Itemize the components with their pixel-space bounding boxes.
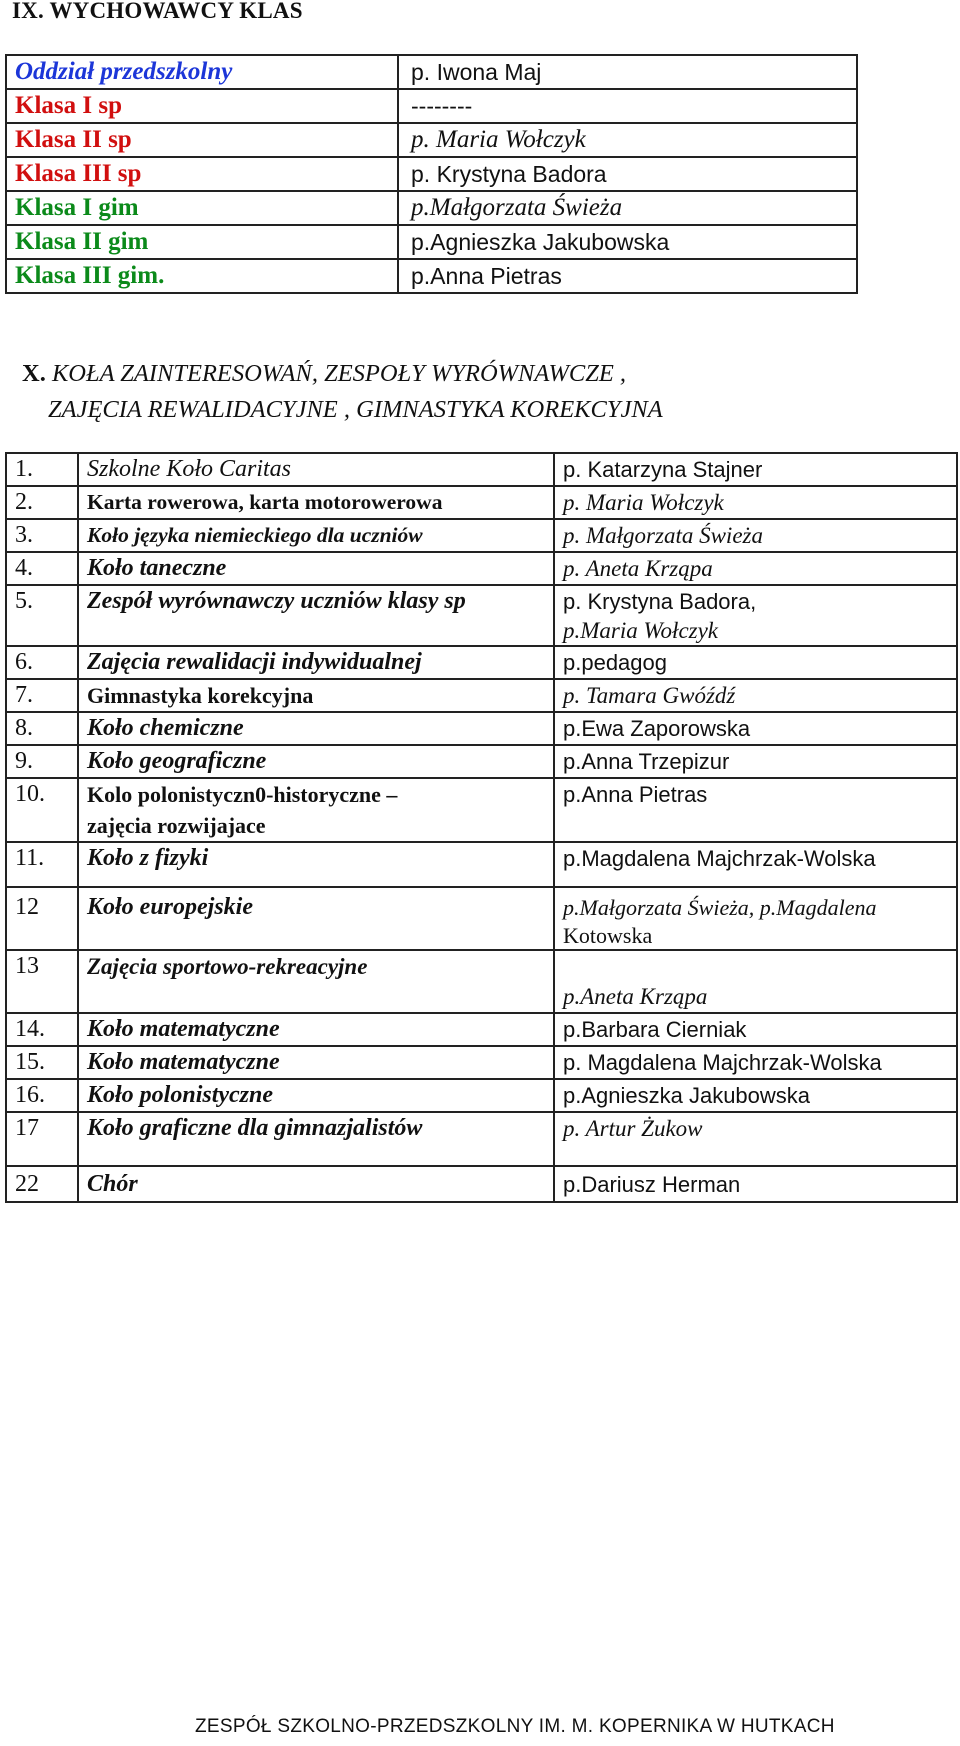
activity-teacher: p.Magdalena Majchrzak-Wolska <box>554 842 957 887</box>
activity-teacher <box>554 585 957 646</box>
activity-title: Zajęcia rewalidacji indywidualnej <box>78 646 554 679</box>
teacher-name: p.Agnieszka Jakubowska <box>398 225 857 259</box>
class-name: Klasa I sp <box>6 89 398 123</box>
teacher-line: p. Krystyna Badora, <box>563 589 757 614</box>
activity-teacher: p.Aneta Krząpa <box>554 950 957 1013</box>
row-number: 11. <box>6 842 78 887</box>
row-number: 6. <box>6 646 78 679</box>
row-number: 5. <box>6 585 78 646</box>
class-name: Klasa III sp <box>6 157 398 191</box>
activity-title: Koło polonistyczne <box>78 1079 554 1112</box>
activity-title: Koło matematyczne <box>78 1046 554 1079</box>
row-number: 22 <box>6 1166 78 1202</box>
row-number: 8. <box>6 712 78 745</box>
activity-teacher: p.Anna Pietras <box>554 778 957 842</box>
row-number: 9. <box>6 745 78 778</box>
table-row <box>6 486 957 519</box>
table-row <box>6 950 957 1013</box>
activity-teacher: p.Anna Trzepizur <box>554 745 957 778</box>
table-row <box>6 259 857 293</box>
section-x-heading-line1: KOŁA ZAINTERESOWAŃ, ZESPOŁY WYRÓWNAWCZE , <box>45 360 627 387</box>
row-number: 17 <box>6 1112 78 1166</box>
activity-title-line: Kolo polonistyczn0-historyczne – <box>87 782 398 807</box>
activity-title: Gimnastyka korekcyjna <box>78 679 554 712</box>
teacher-name: p. Krystyna Badora <box>398 157 857 191</box>
activities-table <box>5 452 958 1203</box>
teacher-line: Kotowska <box>563 923 653 948</box>
teacher-name: p. Maria Wołczyk <box>398 123 857 157</box>
activity-teacher: p.Barbara Cierniak <box>554 1013 957 1046</box>
table-row <box>6 55 857 89</box>
table-row <box>6 552 957 585</box>
table-row <box>6 745 957 778</box>
table-row <box>6 453 957 486</box>
activity-title: Koło taneczne <box>78 552 554 585</box>
table-row <box>6 519 957 552</box>
section-x-heading-line2: ZAJĘCIA REWALIDACYJNE , GIMNASTYKA KOREKCYJNA <box>48 396 663 423</box>
section-x-heading <box>22 356 663 428</box>
activity-teacher: p.Dariusz Herman <box>554 1166 957 1202</box>
row-number: 16. <box>6 1079 78 1112</box>
teacher-name: -------- <box>398 89 857 123</box>
teacher-line: p.Małgorzata Świeża, p.Magdalena <box>563 895 877 920</box>
table-row <box>6 225 857 259</box>
activity-title: Karta rowerowa, karta motorowerowa <box>78 486 554 519</box>
teacher-name: p. Iwona Maj <box>398 55 857 89</box>
row-number: 1. <box>6 453 78 486</box>
activity-teacher: p. Tamara Gwóźdź <box>554 679 957 712</box>
table-row <box>6 1013 957 1046</box>
activity-teacher: p. Magdalena Majchrzak-Wolska <box>554 1046 957 1079</box>
activity-title: Koło matematyczne <box>78 1013 554 1046</box>
footer-school-name: ZESPÓŁ SZKOLNO-PRZEDSZKOLNY IM. M. KOPERNIKA W HUTKACH <box>195 1716 835 1737</box>
activity-title: Koło języka niemieckiego dla uczniów <box>78 519 554 552</box>
activity-title: Chór <box>78 1166 554 1202</box>
row-number: 3. <box>6 519 78 552</box>
row-number: 14. <box>6 1013 78 1046</box>
table-row <box>6 585 957 646</box>
activity-title: Koło z fizyki <box>78 842 554 887</box>
table-row <box>6 887 957 950</box>
table-row <box>6 191 857 225</box>
row-number: 7. <box>6 679 78 712</box>
activity-teacher: p. Małgorzata Świeża <box>554 519 957 552</box>
table-row <box>6 679 957 712</box>
activity-teacher: p.pedagog <box>554 646 957 679</box>
table-row <box>6 157 857 191</box>
section-x-number: X. <box>22 360 46 387</box>
activity-teacher: p. Aneta Krząpa <box>554 552 957 585</box>
class-teachers-table <box>5 54 858 294</box>
class-name: Klasa I gim <box>6 191 398 225</box>
table-row <box>6 1166 957 1202</box>
class-name: Klasa II sp <box>6 123 398 157</box>
table-row <box>6 123 857 157</box>
teacher-line: p.Maria Wołczyk <box>563 618 719 643</box>
row-number: 2. <box>6 486 78 519</box>
activity-teacher: p.Ewa Zaporowska <box>554 712 957 745</box>
row-number: 13 <box>6 950 78 1013</box>
activity-title: Szkolne Koło Caritas <box>78 453 554 486</box>
row-number: 12 <box>6 887 78 950</box>
row-number: 4. <box>6 552 78 585</box>
activity-title: Koło europejskie <box>78 887 554 950</box>
table-row <box>6 646 957 679</box>
activity-teacher: p. Artur Żukow <box>554 1112 957 1166</box>
row-number: 10. <box>6 778 78 842</box>
table-row <box>6 712 957 745</box>
table-row <box>6 89 857 123</box>
class-name: Oddział przedszkolny <box>6 55 398 89</box>
activity-title <box>78 778 554 842</box>
activity-title: Koło graficzne dla gimnazjalistów <box>78 1112 554 1166</box>
class-name: Klasa III gim. <box>6 259 398 293</box>
table-row <box>6 1046 957 1079</box>
activity-title: Koło geograficzne <box>78 745 554 778</box>
activity-title: Zespół wyrównawczy uczniów klasy sp <box>78 585 554 646</box>
teacher-name: p.Anna Pietras <box>398 259 857 293</box>
activity-teacher: p.Agnieszka Jakubowska <box>554 1079 957 1112</box>
class-name: Klasa II gim <box>6 225 398 259</box>
activity-title: Koło chemiczne <box>78 712 554 745</box>
activity-title-line: zajęcia rozwijajace <box>87 813 266 838</box>
table-row <box>6 842 957 887</box>
activity-title: Zajęcia sportowo-rekreacyjne <box>78 950 554 1013</box>
activity-teacher: p. Katarzyna Stajner <box>554 453 957 486</box>
table-row <box>6 1112 957 1166</box>
activity-teacher <box>554 887 957 950</box>
section-ix-heading: IX. WYCHOWAWCY KLAS <box>12 0 303 23</box>
table-row <box>6 778 957 842</box>
activity-teacher: p. Maria Wołczyk <box>554 486 957 519</box>
row-number: 15. <box>6 1046 78 1079</box>
table-row <box>6 1079 957 1112</box>
teacher-name: p.Małgorzata Świeża <box>398 191 857 225</box>
